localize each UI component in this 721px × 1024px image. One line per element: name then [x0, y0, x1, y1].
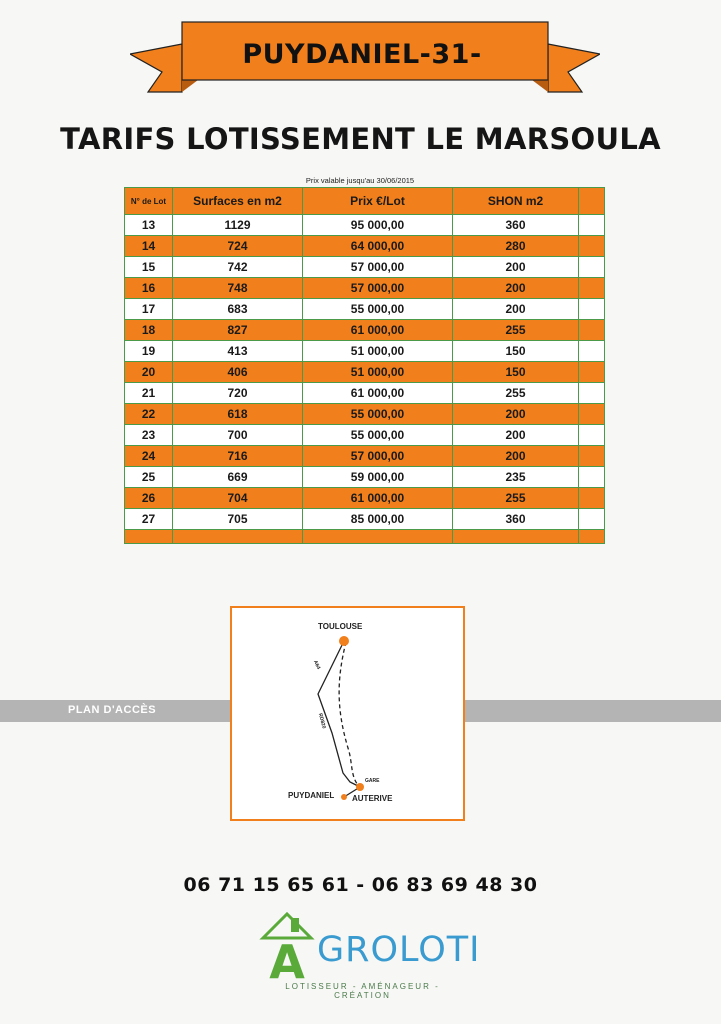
cell-empty	[579, 509, 605, 530]
cell-price: 55 000,00	[303, 404, 453, 425]
table-row	[125, 257, 605, 278]
cell-price: 57 000,00	[303, 446, 453, 467]
auterive-marker	[356, 783, 364, 791]
cell-empty	[579, 446, 605, 467]
table-row	[125, 446, 605, 467]
cell-price: 57 000,00	[303, 257, 453, 278]
table-row	[125, 383, 605, 404]
cell-shon: 360	[453, 215, 579, 236]
phone-numbers: 06 71 15 65 61 - 06 83 69 48 30	[183, 874, 538, 896]
cell-lot: 25	[125, 467, 173, 488]
cell-empty	[579, 362, 605, 383]
cell-price: 64 000,00	[303, 236, 453, 257]
cell-shon: 255	[453, 320, 579, 341]
cell-shon: 235	[453, 467, 579, 488]
cell-lot: 14	[125, 236, 173, 257]
cell-empty	[579, 278, 605, 299]
cell-lot: 17	[125, 299, 173, 320]
cell-lot: 20	[125, 362, 173, 383]
cell-surface: 724	[173, 236, 303, 257]
cell-price: 61 000,00	[303, 320, 453, 341]
cell-empty	[579, 236, 605, 257]
cell-price: 95 000,00	[303, 215, 453, 236]
road-b-label: RD820	[316, 712, 327, 730]
cell-surface: 669	[173, 467, 303, 488]
cell-shon: 255	[453, 383, 579, 404]
cell-lot: 22	[125, 404, 173, 425]
validity-note: Prix valable jusqu'au 30/06/2015	[305, 176, 415, 185]
cell-empty	[579, 488, 605, 509]
table-row	[125, 299, 605, 320]
gare-label: GARE	[365, 778, 380, 784]
band-right	[465, 700, 721, 722]
cell-surface: 720	[173, 383, 303, 404]
puydaniel-label: PUYDANIEL	[288, 791, 335, 800]
cell-shon: 360	[453, 509, 579, 530]
cell-lot: 15	[125, 257, 173, 278]
cell-surface: 406	[173, 362, 303, 383]
cell-empty	[579, 299, 605, 320]
road-a-label: A64	[311, 659, 322, 671]
cell-lot: 23	[125, 425, 173, 446]
cell-shon: 200	[453, 257, 579, 278]
cell-lot: 26	[125, 488, 173, 509]
cell-price: 51 000,00	[303, 341, 453, 362]
cell-empty	[579, 341, 605, 362]
title-banner	[130, 14, 600, 98]
logo-word: GROLOTI	[317, 930, 481, 970]
logo-letter: A	[269, 935, 305, 982]
table-row	[125, 509, 605, 530]
cell-shon: 200	[453, 278, 579, 299]
cell-price: 55 000,00	[303, 425, 453, 446]
route-map	[232, 608, 463, 819]
column-header-empty	[579, 188, 605, 215]
cell-surface: 413	[173, 341, 303, 362]
cell-surface: 1129	[173, 215, 303, 236]
toulouse-label: TOULOUSE	[318, 622, 363, 631]
rail-line	[339, 642, 360, 787]
cell-empty	[579, 467, 605, 488]
cell-surface: 716	[173, 446, 303, 467]
access-map	[230, 606, 465, 821]
cell-shon: 150	[453, 362, 579, 383]
cell-shon: 200	[453, 425, 579, 446]
cell-lot: 24	[125, 446, 173, 467]
table-row	[125, 278, 605, 299]
cell-shon: 200	[453, 404, 579, 425]
page-title: TARIFS LOTISSEMENT LE MARSOULA	[60, 122, 661, 156]
cell-empty	[579, 425, 605, 446]
table-header-row	[125, 188, 605, 215]
cell-surface: 827	[173, 320, 303, 341]
logo-tagline: LOTISSEUR - AMÉNAGEUR - CRÉATION	[285, 982, 440, 1000]
cell-lot: 13	[125, 215, 173, 236]
cell-surface: 748	[173, 278, 303, 299]
table-footer-row	[125, 530, 605, 544]
band-left	[0, 700, 230, 722]
cell-shon: 255	[453, 488, 579, 509]
toulouse-marker	[339, 636, 349, 646]
cell-lot: 19	[125, 341, 173, 362]
column-header-price: Prix €/Lot	[303, 188, 453, 215]
cell-surface: 683	[173, 299, 303, 320]
cell-shon: 150	[453, 341, 579, 362]
cell-empty	[579, 404, 605, 425]
banner-title: PUYDANIEL-31-	[242, 38, 482, 70]
agroloti-logo	[255, 912, 481, 1000]
cell-shon: 200	[453, 299, 579, 320]
cell-price: 85 000,00	[303, 509, 453, 530]
puydaniel-marker	[341, 794, 347, 800]
cell-price: 51 000,00	[303, 362, 453, 383]
table-row	[125, 488, 605, 509]
cell-price: 59 000,00	[303, 467, 453, 488]
cell-price: 61 000,00	[303, 383, 453, 404]
table-row	[125, 341, 605, 362]
table-row	[125, 404, 605, 425]
cell-surface: 705	[173, 509, 303, 530]
cell-surface: 618	[173, 404, 303, 425]
cell-lot: 21	[125, 383, 173, 404]
cell-empty	[579, 320, 605, 341]
price-table	[124, 187, 605, 544]
cell-shon: 280	[453, 236, 579, 257]
cell-surface: 704	[173, 488, 303, 509]
table-row	[125, 362, 605, 383]
cell-price: 57 000,00	[303, 278, 453, 299]
table-row	[125, 467, 605, 488]
cell-price: 61 000,00	[303, 488, 453, 509]
cell-empty	[579, 257, 605, 278]
column-header-shon: SHON m2	[453, 188, 579, 215]
cell-surface: 742	[173, 257, 303, 278]
cell-empty	[579, 215, 605, 236]
cell-lot: 18	[125, 320, 173, 341]
table-row	[125, 320, 605, 341]
table-row	[125, 215, 605, 236]
cell-empty	[579, 383, 605, 404]
cell-surface: 700	[173, 425, 303, 446]
auterive-label: AUTERIVE	[352, 794, 393, 803]
access-plan-label: PLAN D'ACCÈS	[68, 704, 157, 716]
column-header-surface: Surfaces en m2	[173, 188, 303, 215]
road-line	[318, 641, 360, 787]
table-row	[125, 236, 605, 257]
cell-shon: 200	[453, 446, 579, 467]
cell-lot: 27	[125, 509, 173, 530]
cell-price: 55 000,00	[303, 299, 453, 320]
cell-lot: 16	[125, 278, 173, 299]
table-row	[125, 425, 605, 446]
column-header-lot: N° de Lot	[125, 188, 173, 215]
